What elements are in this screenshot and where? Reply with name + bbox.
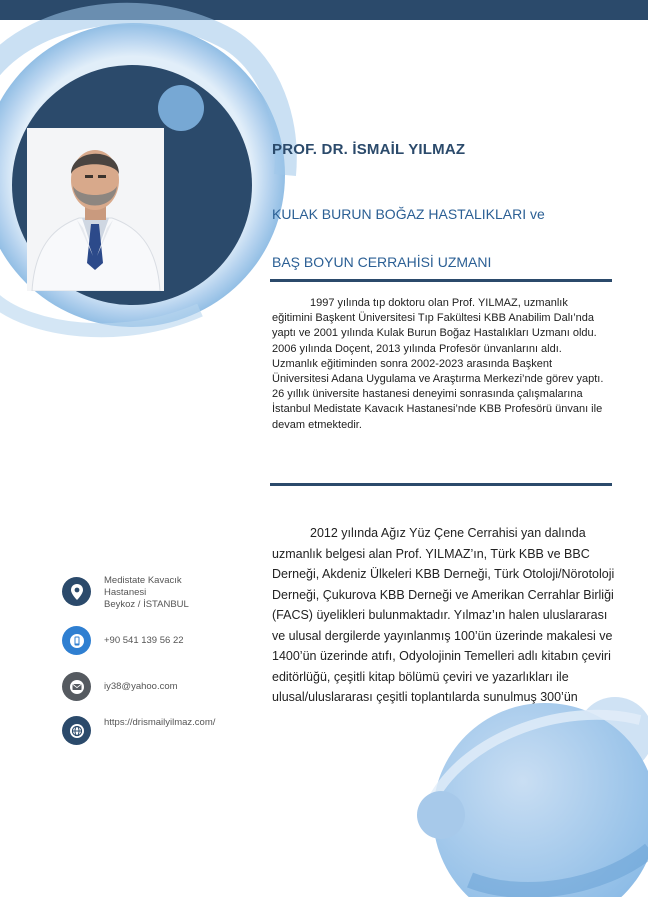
specialty-line-2: BAŞ BOYUN CERRAHİSİ UZMANI — [272, 254, 492, 270]
specialty-line-1: KULAK BURUN BOĞAZ HASTALIKLARI ve — [272, 206, 545, 222]
bio-paragraph-2-text: 2012 yılında Ağız Yüz Çene Cerrahisi yan dalında uzmanlık belgesi alan Prof. YILMAZ’ın, Türk KBB ve BBC Derneği, Akdeniz Ülkeleri KBB Derneği, Türk Otoloji/Nörotoloji Derneği, Çukurova KBB Derneği ve Amerikan Cerrahlar Birliği (FACS) üyelikleri bulunmaktadır. Yılmaz’ın halen uluslararası ve ulusal dergilerde yayınlanmış 100’ün üzerinde makalesi ve 1400’ün üzerinde atıfı, Odyolojinin Temelleri adlı kitabın çeviri editörlüğü, çeşitli kitap bölümü çeviri ve yazarlıkları ile ulusal/uluslararası çeşitli toplantılarda sunulmuş 300’ün — [272, 526, 615, 704]
address-line-2: Hastanesi — [104, 587, 147, 598]
email-address[interactable]: iy38@yahoo.com — [104, 681, 178, 692]
phone-icon — [62, 626, 91, 655]
doctor-photo — [27, 128, 164, 291]
bio-paragraph-2 — [272, 523, 616, 730]
divider-top — [270, 279, 612, 282]
address-text — [104, 575, 189, 611]
bio-paragraph-1 — [272, 296, 606, 433]
contact-address — [62, 577, 189, 611]
doctor-name: PROF. DR. İSMAİL YILMAZ — [272, 141, 466, 158]
contact-website — [62, 716, 234, 745]
phone-number[interactable]: +90 541 139 56 22 — [104, 635, 184, 646]
address-line-1: Medistate Kavacık — [104, 575, 182, 586]
contact-phone — [62, 626, 184, 655]
location-pin-icon — [62, 577, 91, 606]
address-line-3: Beykoz / İSTANBUL — [104, 599, 189, 610]
email-icon — [62, 672, 91, 701]
divider-bottom — [270, 483, 612, 486]
globe-icon — [62, 716, 91, 745]
contact-email — [62, 672, 178, 701]
website-url[interactable]: https://drismailyilmaz.com/ — [104, 717, 216, 728]
bio-paragraph-1-text: 1997 yılında tıp doktoru olan Prof. YILMAZ, uzmanlık eğitimini Başkent Üniversitesi Tıp Fakültesi KBB Anabilim Dalı’nda yaptı ve 2001 yılında Kulak Burun Boğaz Hastalıkları Uzmanı oldu. 2006 yılında Doçent, 2013 yılında Profesör ünvanlarını aldı. Uzmanlık eğitiminden sonra 2002-2023 arasında Başkent Üniversitesi Adana Uygulama ve Araştırma Merkezi’nde görev yaptı. 26 yıllık üniversite hastanesi deneyimi sonrasında çalışmalarına İstanbul Medistate Kavacık Hastanesi’nde KBB Profesörü ünvanı ile devam etmektedir. — [272, 297, 604, 431]
doctor-portrait-icon — [27, 128, 164, 291]
